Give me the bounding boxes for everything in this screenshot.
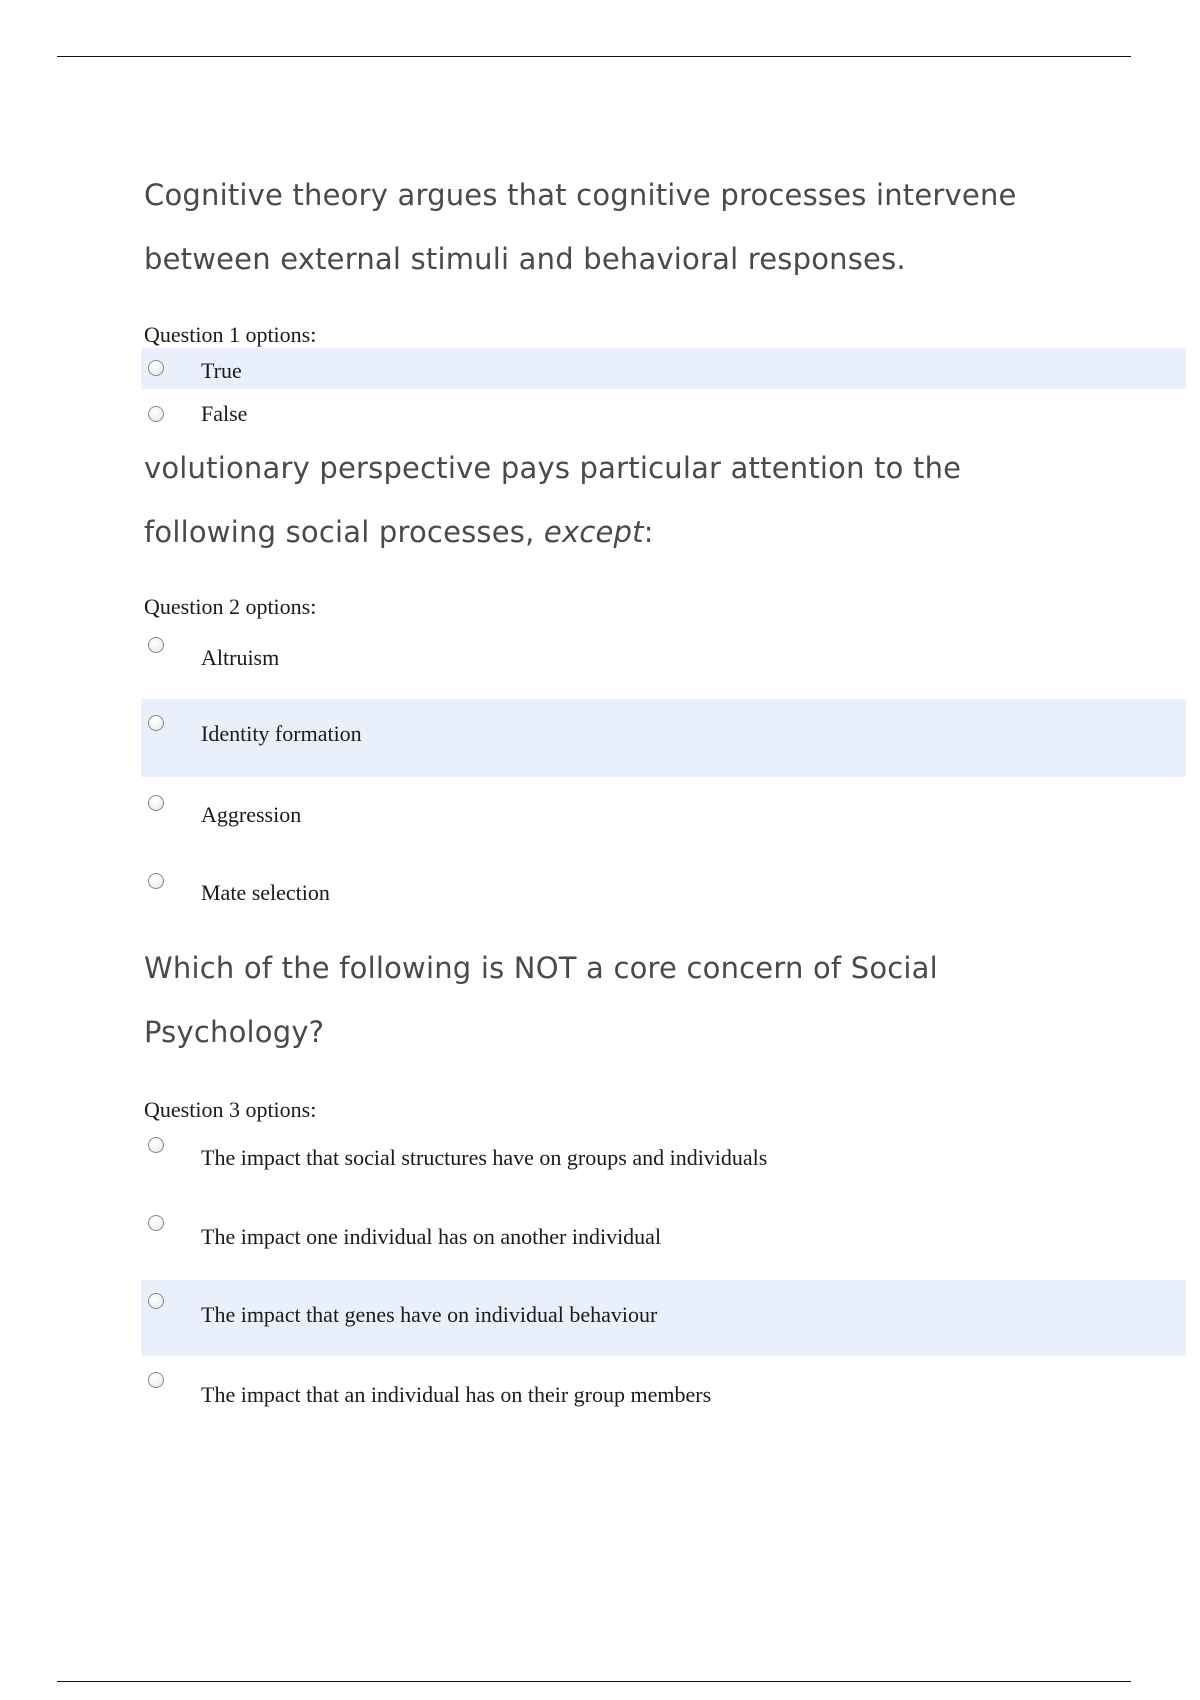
option-label: The impact that social structures have on groups and individuals — [201, 1145, 768, 1170]
question-3-line-1: Which of the following is NOT a core concern of Social — [144, 951, 938, 985]
question-2-line-1: volutionary perspective pays particular attention to the — [144, 451, 962, 485]
question-1-options-label: Question 1 options: — [144, 322, 317, 347]
question-2-except-emphasis: except — [543, 515, 644, 549]
bottom-rule — [57, 1681, 1131, 1682]
question-3-text — [144, 936, 1064, 1064]
option-label: Mate selection — [201, 880, 330, 905]
question-1-option-false[interactable] — [141, 396, 1186, 432]
option-label: True — [201, 358, 242, 383]
question-1-line-1: Cognitive theory argues that cognitive processes intervene — [144, 178, 1017, 212]
option-label: Altruism — [201, 645, 280, 670]
radio-icon[interactable] — [148, 1215, 164, 1231]
question-2-text — [144, 436, 1064, 564]
option-label: The impact that genes have on individual behaviour — [201, 1302, 658, 1327]
question-2-option-aggression[interactable] — [141, 784, 1186, 854]
question-2-option-identity-formation[interactable] — [141, 699, 1186, 777]
question-3-line-2: Psychology? — [144, 1015, 325, 1049]
question-3-option-3[interactable] — [141, 1280, 1186, 1356]
radio-icon[interactable] — [148, 406, 164, 422]
radio-icon[interactable] — [148, 795, 164, 811]
radio-icon[interactable] — [148, 637, 164, 653]
question-3-option-1[interactable] — [141, 1126, 1186, 1196]
radio-icon[interactable] — [148, 715, 164, 731]
radio-icon[interactable] — [148, 873, 164, 889]
question-2-option-mate-selection[interactable] — [141, 862, 1186, 932]
question-2-line-2-suffix: : — [643, 515, 654, 549]
question-1-text — [144, 163, 1064, 291]
question-2-line-2-prefix: following social processes, — [144, 515, 544, 549]
radio-icon[interactable] — [148, 360, 164, 376]
question-2-option-altruism[interactable] — [141, 625, 1186, 695]
option-label: Identity formation — [201, 721, 362, 746]
question-1-option-true[interactable] — [141, 348, 1186, 389]
radio-icon[interactable] — [148, 1372, 164, 1388]
question-3-options-label: Question 3 options: — [144, 1097, 317, 1122]
option-label: False — [201, 401, 248, 426]
option-label: The impact that an individual has on their group members — [201, 1382, 712, 1407]
question-2-line-2 — [144, 500, 1064, 564]
question-3-option-4[interactable] — [141, 1362, 1186, 1432]
radio-icon[interactable] — [148, 1293, 164, 1309]
question-1-line-2: between external stimuli and behavioral responses. — [144, 242, 906, 276]
option-label: Aggression — [201, 802, 302, 827]
option-label: The impact one individual has on another individual — [201, 1224, 662, 1249]
radio-icon[interactable] — [148, 1137, 164, 1153]
question-3-option-2[interactable] — [141, 1204, 1186, 1274]
question-2-options-label: Question 2 options: — [144, 594, 317, 619]
